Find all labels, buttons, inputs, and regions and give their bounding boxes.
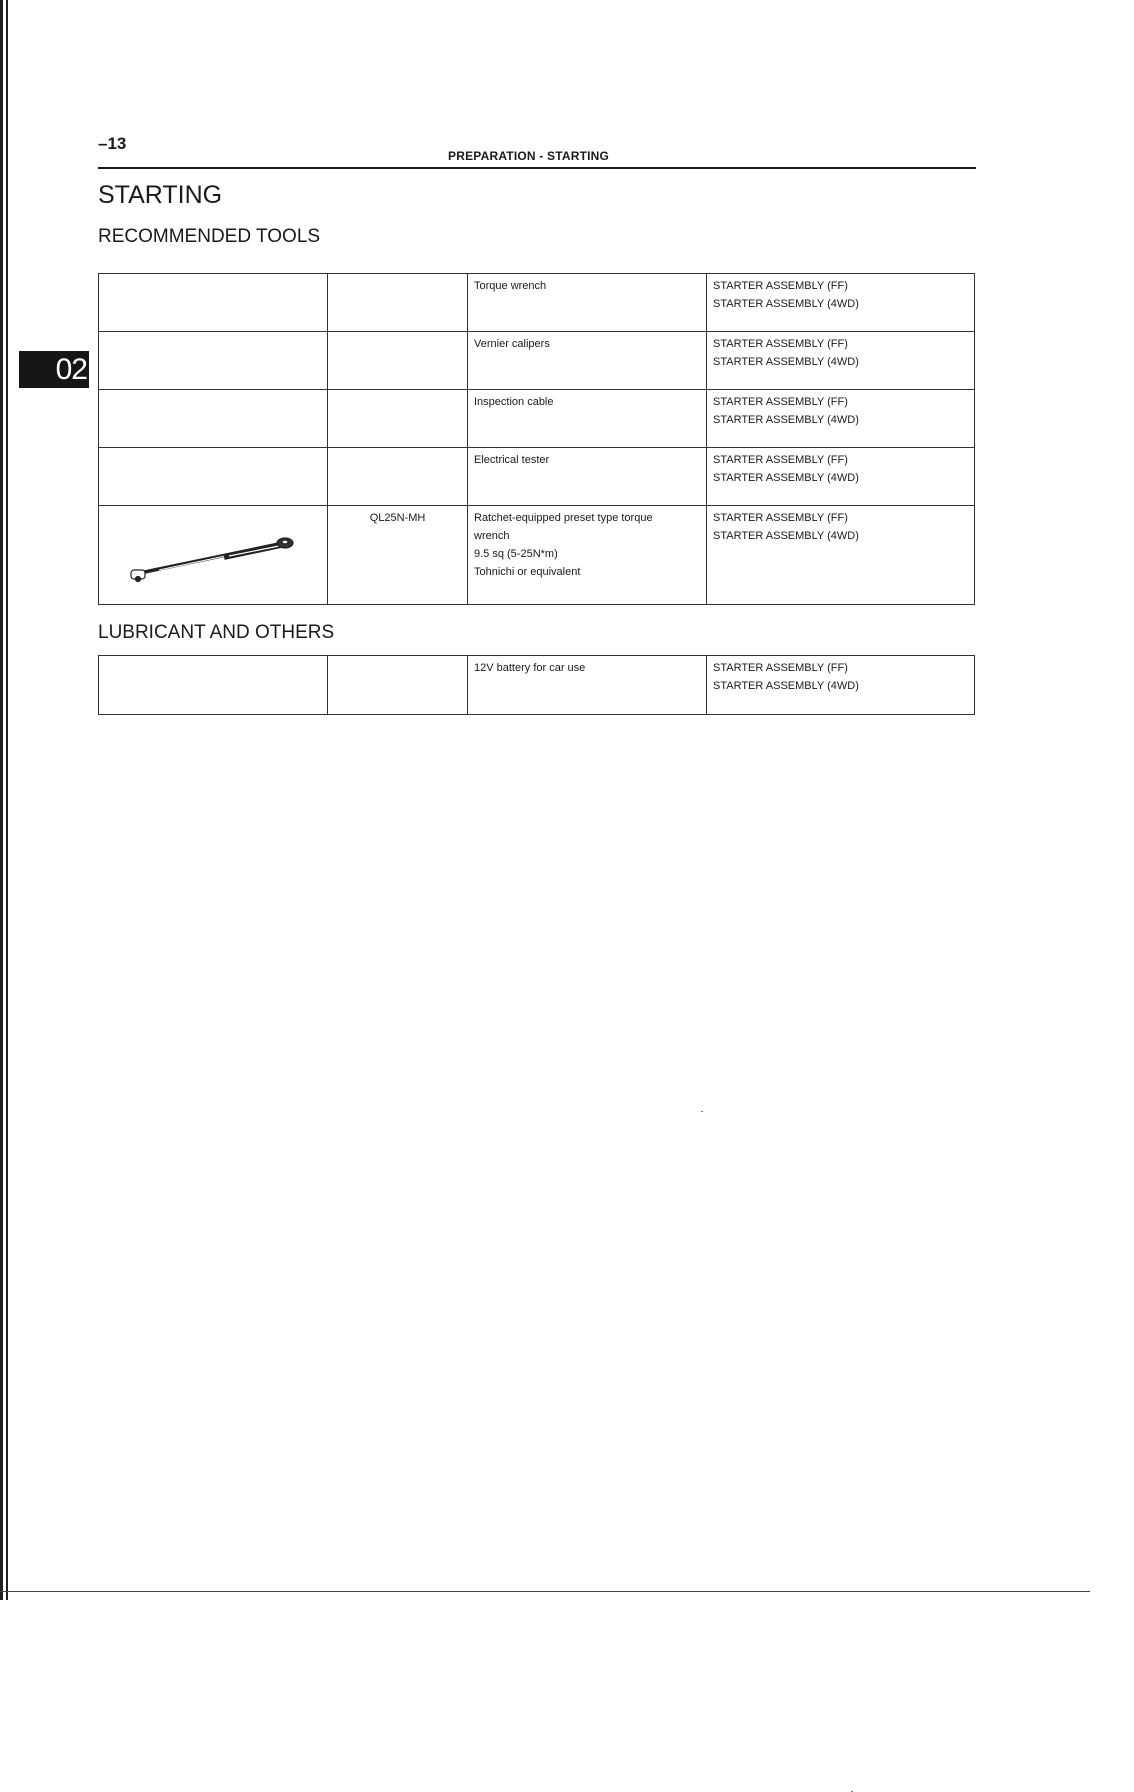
table-row bbox=[99, 332, 975, 390]
tool-description: Torque wrench bbox=[474, 280, 547, 292]
tool-description: Electrical tester bbox=[474, 454, 550, 466]
section-tab: 02 bbox=[19, 351, 89, 388]
table-row bbox=[99, 448, 975, 506]
usage-cell bbox=[707, 506, 975, 605]
lubricant-table bbox=[98, 655, 975, 715]
table-row bbox=[99, 274, 975, 332]
tool-description: Inspection cable bbox=[474, 396, 554, 408]
tool-illustration-cell bbox=[99, 274, 328, 332]
usage-cell bbox=[707, 448, 975, 506]
usage-cell bbox=[707, 332, 975, 390]
tool-description: Tohnichi or equivalent bbox=[474, 566, 581, 578]
tool-illustration-cell bbox=[99, 332, 328, 390]
part-number-cell bbox=[328, 274, 468, 332]
header-rule bbox=[98, 167, 976, 169]
usage-item: STARTER ASSEMBLY (FF) bbox=[713, 396, 848, 408]
tool-description: Vernier calipers bbox=[474, 338, 550, 350]
table-row bbox=[99, 390, 975, 448]
tool-illustration-cell bbox=[99, 390, 328, 448]
usage-item: STARTER ASSEMBLY (FF) bbox=[713, 338, 848, 350]
binding-bar bbox=[6, 0, 8, 1600]
tool-description: wrench bbox=[474, 530, 510, 542]
usage-item: STARTER ASSEMBLY (FF) bbox=[713, 280, 848, 292]
tool-description-cell bbox=[468, 448, 707, 506]
recommended-tools-table bbox=[98, 273, 975, 605]
section-title: STARTING bbox=[98, 181, 223, 209]
part-number-cell bbox=[328, 448, 468, 506]
usage-cell bbox=[707, 656, 975, 715]
tool-description-cell bbox=[468, 656, 707, 715]
part-number-cell bbox=[328, 656, 468, 715]
tool-description: Ratchet-equipped preset type torque bbox=[474, 512, 653, 524]
part-number-cell: QL25N-MH bbox=[328, 506, 468, 605]
torque-wrench-icon bbox=[129, 532, 299, 582]
recommended-tools-title: RECOMMENDED TOOLS bbox=[98, 226, 321, 247]
usage-item: STARTER ASSEMBLY (FF) bbox=[713, 454, 848, 466]
tool-description: 9.5 sq (5-25N*m) bbox=[474, 548, 558, 560]
tool-description-cell bbox=[468, 332, 707, 390]
usage-cell bbox=[707, 390, 975, 448]
usage-item: STARTER ASSEMBLY (4WD) bbox=[713, 680, 859, 692]
table-row bbox=[99, 506, 975, 605]
scan-speck bbox=[701, 1111, 703, 1112]
tool-illustration-cell bbox=[99, 656, 328, 715]
tool-description-cell bbox=[468, 390, 707, 448]
tool-description: 12V battery for car use bbox=[474, 662, 586, 674]
binding-edge bbox=[0, 0, 10, 1600]
lubricant-title: LUBRICANT AND OTHERS bbox=[98, 622, 335, 643]
usage-item: STARTER ASSEMBLY (4WD) bbox=[713, 298, 859, 310]
tool-description-cell bbox=[468, 506, 707, 605]
usage-item: STARTER ASSEMBLY (4WD) bbox=[713, 356, 859, 368]
tool-illustration-cell bbox=[99, 448, 328, 506]
usage-item: STARTER ASSEMBLY (FF) bbox=[713, 662, 848, 674]
usage-item: STARTER ASSEMBLY (4WD) bbox=[713, 472, 859, 484]
part-number-cell bbox=[328, 332, 468, 390]
tool-description-cell bbox=[468, 274, 707, 332]
usage-item: STARTER ASSEMBLY (4WD) bbox=[713, 414, 859, 426]
page-bottom-edge bbox=[0, 1591, 1090, 1592]
part-number-cell bbox=[328, 390, 468, 448]
usage-cell bbox=[707, 274, 975, 332]
page-number: –13 bbox=[98, 134, 127, 153]
usage-item: STARTER ASSEMBLY (4WD) bbox=[713, 530, 859, 542]
running-header: PREPARATION - STARTING bbox=[448, 149, 610, 163]
usage-item: STARTER ASSEMBLY (FF) bbox=[713, 512, 848, 524]
binding-bar bbox=[0, 0, 3, 1600]
table-row bbox=[99, 656, 975, 715]
tool-illustration-cell bbox=[99, 506, 328, 605]
